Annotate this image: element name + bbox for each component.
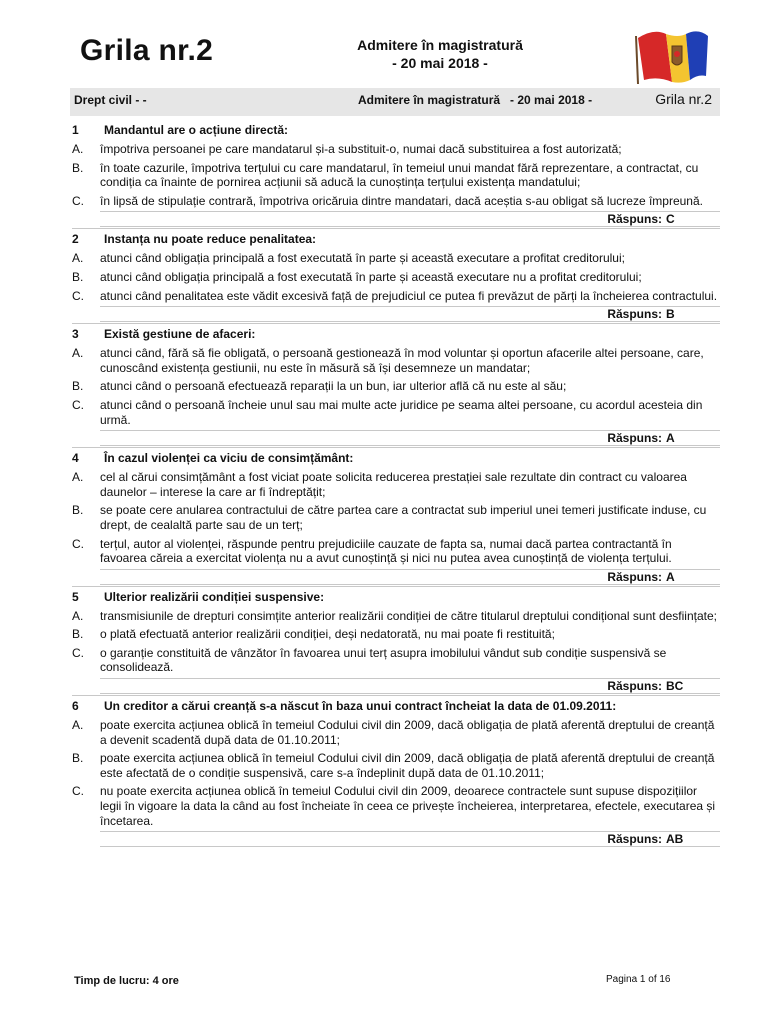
answer-option bbox=[72, 142, 720, 157]
question-1 bbox=[72, 122, 720, 227]
question-number: 4 bbox=[72, 451, 79, 466]
question-text: Există gestiune de afaceri: bbox=[104, 327, 256, 342]
header-bar bbox=[70, 88, 720, 116]
answer-value: C bbox=[666, 212, 675, 227]
question-divider bbox=[72, 447, 720, 448]
question-text: Mandantul are o acțiune directă: bbox=[104, 123, 289, 137]
answer-row bbox=[100, 678, 720, 694]
question-number: 1 bbox=[72, 123, 79, 137]
option-letter: A. bbox=[72, 346, 84, 361]
option-letter: B. bbox=[72, 379, 84, 394]
option-letter: B. bbox=[72, 751, 84, 766]
option-text: nu poate exercita acțiunea oblică în temeiul Codului civil din 2009, deoarece contractele sunt supuse dispozițiilor legii în vigoare la data la când au fost încheiate în ceea ce privește încheierea, interpretarea, efectele, executarea și încetarea. bbox=[100, 784, 716, 828]
exam-date: - 20 mai 2018 - bbox=[392, 55, 488, 71]
moldova-flag-icon bbox=[632, 24, 712, 86]
option-letter: C. bbox=[72, 536, 84, 551]
option-letter: A. bbox=[72, 608, 84, 623]
answer-label: Răspuns: bbox=[607, 832, 662, 847]
answer-value: AB bbox=[666, 832, 684, 847]
subject-label: Drept civil - - bbox=[74, 93, 147, 107]
answer-row bbox=[100, 430, 720, 446]
question-heading bbox=[72, 326, 720, 342]
option-text: se poate cere anularea contractului de către partea care a contractat sub imperiul unei temeri justificate induse, cu drept, de cealaltă parte sau de un terț; bbox=[100, 503, 707, 532]
question-heading bbox=[72, 450, 720, 466]
question-divider bbox=[72, 586, 720, 587]
option-text: transmisiunile de drepturi consimțite anterior realizării condiției de către titularul dreptului condițional sunt desființate; bbox=[100, 608, 717, 623]
answer-option bbox=[72, 609, 720, 624]
option-letter: C. bbox=[72, 397, 84, 412]
option-letter: A. bbox=[72, 142, 84, 156]
question-heading bbox=[72, 122, 720, 138]
question-text: Un creditor a cărui creanță s-a născut în baza unui contract încheiat la data de 01.09.2011: bbox=[104, 699, 617, 714]
question-6 bbox=[72, 695, 720, 847]
answer-option bbox=[72, 718, 720, 747]
option-text: cel al cărui consimțământ a fost viciat poate solicita reducerea prestației sale rezultate din contract cu valoarea daunelor – interese la care ar fi îndreptățit; bbox=[100, 470, 687, 499]
answer-option bbox=[72, 346, 720, 375]
question-4 bbox=[72, 447, 720, 585]
option-letter: B. bbox=[72, 503, 84, 518]
answer-label: Răspuns: bbox=[607, 679, 662, 694]
answer-row bbox=[100, 306, 720, 322]
answer-row bbox=[100, 569, 720, 585]
option-text: împotriva persoanei pe care mandatarul și-a substituit-o, numai dacă substituirea a fost autorizată; bbox=[100, 142, 622, 156]
answer-value: B bbox=[666, 307, 675, 322]
time-limit: Timp de lucru: 4 ore bbox=[74, 975, 179, 987]
question-text: Instanța nu poate reduce penalitatea: bbox=[104, 232, 317, 247]
option-letter: B. bbox=[72, 269, 84, 284]
option-text: poate exercita acțiunea oblică în temeiul Codului civil din 2009, dacă obligația de plată aferentă dreptului de creanță a devenit scadentă după data de 01.10.2011; bbox=[100, 718, 715, 747]
bar-grila-label: Grila nr.2 bbox=[655, 91, 712, 107]
question-number: 6 bbox=[72, 699, 79, 714]
page-title: Grila nr.2 bbox=[80, 34, 214, 67]
answer-option bbox=[72, 379, 720, 394]
question-heading bbox=[72, 698, 720, 714]
answer-option bbox=[72, 398, 720, 427]
option-letter: C. bbox=[72, 193, 84, 208]
option-letter: A. bbox=[72, 718, 84, 733]
option-text: în toate cazurile, împotriva terțului cu care mandatarul, în temeiul unui mandat fără reprezentare, a contractat, cu condiția ca înainte de pornirea acțiunii să aducă la cunoștința terțului existența mandatului; bbox=[100, 160, 699, 190]
answer-option bbox=[72, 627, 720, 642]
answer-option bbox=[72, 503, 720, 532]
question-number: 3 bbox=[72, 327, 79, 342]
option-text: atunci când o persoană încheie unul sau mai multe acte juridice pe seama altei persoane, cu acordul acesteia din urmă. bbox=[100, 397, 703, 427]
question-text: Ulterior realizării condiției suspensive: bbox=[104, 589, 325, 604]
exam-header bbox=[340, 36, 540, 72]
question-heading bbox=[72, 589, 720, 605]
page-number: Pagina 1 of 16 bbox=[606, 974, 671, 985]
answer-option bbox=[72, 194, 720, 209]
option-text: atunci când o persoană efectuează reparații la un bun, iar ulterior află că nu este al său; bbox=[100, 379, 567, 394]
question-3 bbox=[72, 323, 720, 446]
answer-option bbox=[72, 161, 720, 190]
answer-option bbox=[72, 751, 720, 780]
answer-option bbox=[72, 537, 720, 566]
option-letter: A. bbox=[72, 470, 84, 485]
question-5 bbox=[72, 586, 720, 694]
question-number: 2 bbox=[72, 232, 79, 247]
questions-list bbox=[72, 122, 720, 847]
question-divider bbox=[72, 228, 720, 229]
option-letter: C. bbox=[72, 288, 84, 303]
option-text: terțul, autor al violenței, răspunde pentru prejudiciile cauzate de fapta sa, numai dacă partea contractantă în favoarea căreia a exercitat violența nu a avut cunoștință și nici nu putea avea cunoștință de violența terțului. bbox=[100, 536, 672, 566]
option-text: în lipsă de stipulație contrară, împotriva oricăruia dintre mandatari, dacă aceștia s-au obligat să lucreze împreună. bbox=[100, 193, 703, 208]
question-number: 5 bbox=[72, 589, 79, 604]
answer-option bbox=[72, 646, 720, 675]
answer-value: A bbox=[666, 431, 675, 446]
option-text: poate exercita acțiunea oblică în temeiul Codului civil din 2009, dacă obligația de plată aferentă dreptului de creanță este afectată de o condiție suspensivă, care s-a îndeplinit după data de 01.10.2011; bbox=[100, 751, 715, 780]
option-text: atunci când obligația principală a fost executată în parte și această executare a profitat creditorului; bbox=[100, 251, 625, 266]
answer-option bbox=[72, 470, 720, 499]
option-text: atunci când obligația principală a fost executată în parte și această executare nu a profitat creditorului; bbox=[100, 269, 642, 284]
option-letter: B. bbox=[72, 160, 84, 175]
answer-value: BC bbox=[666, 679, 684, 694]
option-text: o plată efectuată anterior realizării condiției, deși nedatorată, nu mai poate fi restituită; bbox=[100, 627, 555, 642]
answer-row bbox=[100, 211, 720, 227]
question-heading bbox=[72, 231, 720, 247]
question-text: În cazul violenței ca viciu de consimțământ: bbox=[104, 451, 354, 466]
answer-option bbox=[72, 251, 720, 266]
option-text: atunci când penalitatea este vădit excesivă față de prejudiciul ce putea fi prevăzut de părți la încheierea contractului. bbox=[100, 288, 718, 303]
answer-option bbox=[72, 289, 720, 304]
answer-row bbox=[100, 831, 720, 847]
option-letter: B. bbox=[72, 627, 84, 642]
answer-option bbox=[72, 784, 720, 828]
answer-label: Răspuns: bbox=[607, 307, 662, 322]
question-divider bbox=[72, 323, 720, 324]
option-text: atunci când, fără să fie obligată, o persoană gestionează în mod voluntar și oportun afacerile altei persoane, care, cunoscând existența gestiunii, nu este în măsură să își desemneze un mandatar; bbox=[100, 346, 704, 375]
option-letter: C. bbox=[72, 784, 84, 799]
answer-label: Răspuns: bbox=[607, 431, 662, 446]
exam-name: Admitere în magistratură bbox=[357, 37, 523, 53]
answer-value: A bbox=[666, 569, 675, 584]
bar-exam-label: Admitere în magistratură - 20 mai 2018 - bbox=[358, 93, 593, 107]
option-text: o garanție constituită de vânzător în favoarea unui terț asupra imobilului vândut sub condiție suspensivă se consolidează. bbox=[100, 645, 667, 675]
option-letter: A. bbox=[72, 251, 84, 266]
answer-label: Răspuns: bbox=[607, 569, 662, 584]
question-2 bbox=[72, 228, 720, 322]
answer-option bbox=[72, 270, 720, 285]
question-divider bbox=[72, 695, 720, 696]
option-letter: C. bbox=[72, 645, 84, 660]
answer-label: Răspuns: bbox=[607, 212, 662, 227]
